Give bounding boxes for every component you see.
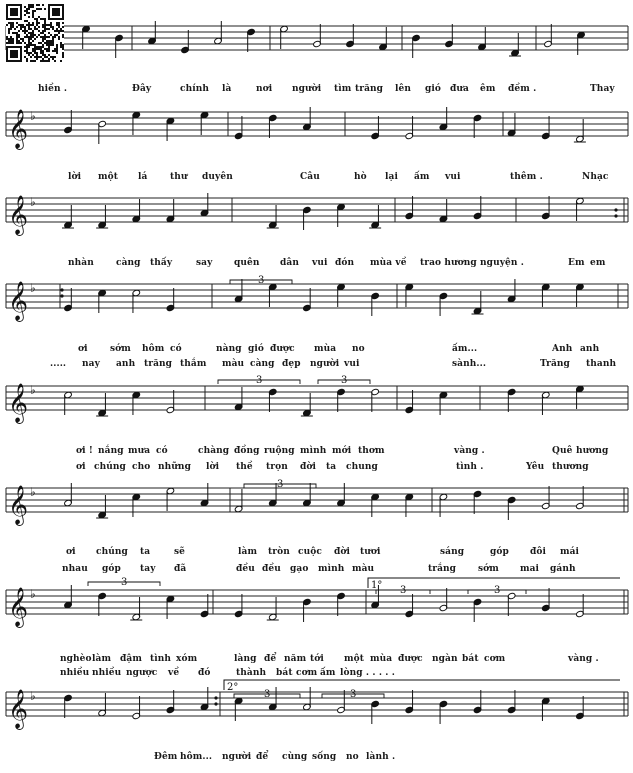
flat-key-signature: ♭ — [30, 281, 36, 296]
lyric: ơi — [78, 344, 88, 354]
lyric: được — [270, 344, 295, 354]
second-ending-bracket — [224, 680, 620, 690]
qr-module — [10, 28, 12, 30]
lyric: người — [292, 84, 322, 94]
lyric: quên — [234, 258, 260, 268]
lyric: gió — [248, 344, 265, 354]
qr-module — [62, 56, 64, 58]
treble-clef: 𝄞 — [8, 383, 29, 423]
lyric: năm — [284, 654, 307, 664]
qr-module — [26, 60, 28, 62]
lyric: cơm — [484, 654, 506, 664]
qr-module — [42, 4, 44, 6]
tuplet-number: 3 — [258, 275, 265, 286]
lyric: lá — [138, 172, 148, 182]
lyric: mình — [318, 564, 345, 574]
lyric: cuộc — [298, 547, 322, 557]
lyric: mai — [520, 564, 540, 574]
lyric: sớm — [110, 344, 131, 354]
lyric: lòng . . . . . — [340, 668, 395, 678]
treble-clef: 𝄞 — [8, 281, 29, 321]
lyric: càng — [116, 258, 141, 268]
qr-module — [48, 28, 50, 30]
lyric: để — [256, 752, 269, 762]
lyric: tới — [310, 654, 324, 664]
qr-module — [52, 44, 54, 46]
tuplet-number: 3 — [400, 585, 407, 596]
lyric: vui — [344, 359, 360, 369]
lyric: ơi — [66, 547, 76, 557]
flat-key-signature: ♭ — [30, 587, 36, 602]
qr-module — [20, 42, 22, 44]
qr-module — [38, 22, 40, 24]
lyric: sớm — [478, 564, 499, 574]
lyric: Quê — [552, 446, 573, 456]
lyric: đồng — [234, 446, 260, 456]
lyric: em — [590, 258, 606, 268]
qr-module — [44, 8, 46, 10]
lyric: nhiều — [92, 668, 122, 678]
lyric: trăng — [355, 84, 384, 94]
treble-clef: 𝄞 — [8, 109, 29, 149]
lyric: ta — [140, 547, 151, 557]
lyric: có — [170, 344, 182, 354]
lyric: anh — [116, 359, 136, 369]
lyric: Yêu — [526, 462, 545, 472]
lyric: lành . — [366, 752, 396, 762]
flat-key-signature: ♭ — [30, 383, 36, 398]
lyric: sống — [312, 752, 337, 762]
lyric: ấm — [320, 668, 336, 678]
qr-module — [62, 48, 64, 50]
lyric: đã — [174, 564, 187, 574]
tuplet-number: 3 — [341, 375, 348, 386]
lyric: Câu — [300, 172, 320, 182]
lyric: nhau — [62, 564, 88, 574]
lyric: đưa — [450, 84, 469, 94]
lyric: hò — [354, 172, 367, 182]
qr-module — [36, 58, 38, 60]
lyric: Anh — [552, 344, 573, 354]
lyric: trọn — [266, 462, 288, 472]
repeat-dot — [60, 294, 63, 297]
lyric: đều — [262, 564, 281, 574]
lyric: ruộng — [264, 446, 295, 456]
lyric: nay — [82, 359, 100, 369]
repeat-dot — [214, 696, 217, 699]
lyric: góp — [490, 547, 509, 557]
lyric: mái — [560, 547, 580, 557]
repeat-dot — [614, 214, 617, 217]
lyric: hiền . — [38, 84, 68, 94]
lyric: một — [98, 172, 118, 182]
lyric: nơi — [256, 84, 273, 94]
lyric: để — [264, 654, 277, 664]
lyric: tìm — [334, 84, 352, 94]
lyric: tình — [150, 654, 172, 664]
repeat-dot — [214, 702, 217, 705]
lyric: tay — [140, 564, 156, 574]
lyric: làng — [234, 654, 257, 664]
qr-module — [54, 60, 56, 62]
lyric: nhàn — [68, 258, 94, 268]
lyric: màu — [352, 564, 375, 574]
lyric: màu — [222, 359, 245, 369]
treble-clef: 𝄞 — [8, 195, 29, 235]
treble-clef: 𝄞 — [8, 485, 29, 525]
lyric: ngược — [126, 668, 158, 678]
lyric: sành... — [452, 359, 487, 369]
lyric: chính — [180, 84, 210, 94]
lyric: làm — [92, 654, 112, 664]
lyric: ấm... — [452, 344, 478, 354]
qr-module — [48, 60, 50, 62]
lyric: về — [168, 668, 180, 678]
lyric: trắng — [428, 564, 457, 574]
lyric: đó — [198, 668, 211, 678]
qr-module — [8, 32, 10, 34]
lyric: thêm . — [510, 172, 543, 182]
qr-module — [10, 50, 18, 58]
qr-module — [38, 26, 40, 28]
lyric: càng — [250, 359, 275, 369]
lyric: mùa — [370, 654, 393, 664]
lyric: mới — [332, 446, 352, 456]
qr-module — [38, 4, 40, 6]
lyric: vui — [445, 172, 461, 182]
lyric: tròn — [268, 547, 290, 557]
qr-module — [34, 10, 36, 12]
lyric: duyên — [202, 172, 233, 182]
lyric: đẹp — [282, 359, 301, 369]
lyric: đậm — [120, 654, 142, 664]
lyric: Nhạc — [582, 172, 609, 182]
lyric: nhiều — [60, 668, 90, 678]
lyric: nắng — [98, 446, 124, 456]
lyric: mùa — [314, 344, 337, 354]
lyric: vui — [312, 258, 328, 268]
flat-key-signature: ♭ — [30, 109, 36, 124]
qr-module — [62, 26, 64, 28]
lyric: hôm — [142, 344, 165, 354]
qr-module — [54, 36, 56, 38]
tuplet-number: 3 — [277, 479, 284, 490]
treble-clef: 𝄞 — [8, 689, 29, 729]
qr-module — [58, 32, 60, 34]
treble-clef: 𝄞 — [8, 587, 29, 627]
lyric: nghèo — [60, 654, 92, 664]
lyric: lại — [385, 172, 398, 182]
qr-code — [6, 4, 64, 62]
lyric: chúng — [94, 462, 126, 472]
lyric: thư — [170, 172, 188, 182]
lyric: một — [344, 654, 364, 664]
lyric: đều — [236, 564, 255, 574]
lyric: nàng — [216, 344, 242, 354]
lyric: thề — [236, 462, 253, 472]
qr-module — [28, 12, 30, 14]
qr-module — [14, 28, 16, 30]
lyric: êm — [480, 84, 496, 94]
qr-module — [16, 26, 18, 28]
lyric: hương — [576, 446, 609, 456]
lyric: thanh — [586, 359, 617, 369]
lyric: lên — [395, 84, 411, 94]
qr-module — [28, 16, 30, 18]
lyric: bát — [276, 668, 293, 678]
tuplet-number: 3 — [256, 375, 263, 386]
lyric: chúng — [96, 547, 128, 557]
qr-module — [12, 42, 14, 44]
qr-module — [60, 60, 62, 62]
lyric: trăng — [144, 359, 173, 369]
lyric: có — [156, 446, 168, 456]
qr-module — [6, 24, 8, 26]
lyric: người — [222, 752, 252, 762]
lyric: cơm — [296, 668, 318, 678]
lyric: ấm — [414, 172, 430, 182]
first-ending-label: 1° — [371, 580, 383, 591]
lyric: thấy — [150, 258, 173, 268]
lyric: gió — [425, 84, 442, 94]
lyric: dân — [280, 258, 299, 268]
second-ending-label: 2° — [227, 682, 239, 693]
lyric: ngàn — [432, 654, 458, 664]
qr-module — [34, 60, 36, 62]
flat-key-signature: ♭ — [30, 689, 36, 704]
qr-module — [44, 30, 46, 32]
lyric: Đây — [132, 84, 152, 94]
lyric: bát — [462, 654, 479, 664]
qr-module — [58, 38, 60, 40]
lyric: đôi — [530, 547, 547, 557]
lyric: vàng . — [568, 654, 599, 664]
qr-module — [32, 40, 34, 42]
lyric: đời — [300, 462, 317, 472]
qr-module — [40, 8, 42, 10]
lyric: anh — [580, 344, 600, 354]
lyric: no — [352, 344, 365, 354]
qr-module — [34, 38, 36, 40]
lyric: vàng . — [454, 446, 485, 456]
lyric: người — [310, 359, 340, 369]
lyric: làm — [238, 547, 258, 557]
lyric: thương — [552, 462, 589, 472]
qr-module — [48, 50, 50, 52]
qr-module — [28, 46, 30, 48]
lyric: chàng — [198, 446, 230, 456]
qr-module — [62, 36, 64, 38]
lyric: mưa — [128, 446, 151, 456]
lyric: lời — [68, 172, 82, 182]
lyric: lời — [206, 462, 220, 472]
lyric: Em — [568, 258, 585, 268]
repeat-dot — [60, 288, 63, 291]
lyric: là — [222, 84, 232, 94]
lyric: góp — [102, 564, 121, 574]
lyric: no — [346, 752, 359, 762]
qr-module — [28, 8, 30, 10]
qr-module — [32, 6, 34, 8]
flat-key-signature: ♭ — [30, 195, 36, 210]
lyric: đời — [334, 547, 351, 557]
tuplet-number: 3 — [350, 689, 357, 700]
qr-module — [62, 22, 64, 24]
qr-module — [52, 8, 60, 16]
lyric: ta — [326, 462, 337, 472]
lyric: những — [158, 462, 191, 472]
lyric: cho — [132, 462, 151, 472]
lyric: Đêm — [154, 752, 178, 762]
tuplet-number: 3 — [494, 585, 501, 596]
lyric: thơm — [358, 446, 385, 456]
qr-module — [24, 14, 26, 16]
lyric: ơi — [76, 462, 86, 472]
lyric: gạo — [290, 564, 309, 574]
lyric: ..... — [50, 359, 67, 369]
score-marks — [8, 109, 620, 730]
lyric: chung — [346, 462, 378, 472]
lyric: đềm . — [508, 84, 537, 94]
qr-module — [36, 36, 38, 38]
tuplet-number: 3 — [121, 577, 128, 588]
lyric: Thay — [590, 84, 615, 94]
lyric: tình . — [456, 462, 484, 472]
qr-module — [48, 36, 50, 38]
lyric: cùng — [282, 752, 308, 762]
repeat-dot — [614, 208, 617, 211]
tuplet-number: 3 — [264, 689, 271, 700]
lyric: sẽ — [174, 547, 185, 557]
lyric: mình — [300, 446, 327, 456]
lyric: trao hương nguyện . — [420, 258, 524, 268]
lyric: gánh — [550, 564, 576, 574]
lyric: tươi — [360, 547, 381, 557]
lyric: say — [196, 258, 213, 268]
qr-module — [56, 52, 58, 54]
lyric: ơi ! — [76, 446, 93, 456]
notes — [62, 21, 586, 724]
lyric: mùa về — [370, 258, 407, 268]
flat-key-signature: ♭ — [30, 485, 36, 500]
lyric: Trăng — [540, 359, 570, 369]
lyric: xóm — [176, 654, 198, 664]
qr-module — [54, 56, 56, 58]
qr-module — [18, 30, 20, 32]
lyric: được — [398, 654, 423, 664]
qr-module — [30, 56, 32, 58]
lyric: thắm — [180, 359, 207, 369]
lyric: đón — [335, 258, 355, 268]
qr-module — [62, 30, 64, 32]
lyric: thành — [236, 668, 267, 678]
lyric: sáng — [440, 547, 465, 557]
qr-module — [10, 8, 18, 16]
lyric: hôm... — [180, 752, 213, 762]
